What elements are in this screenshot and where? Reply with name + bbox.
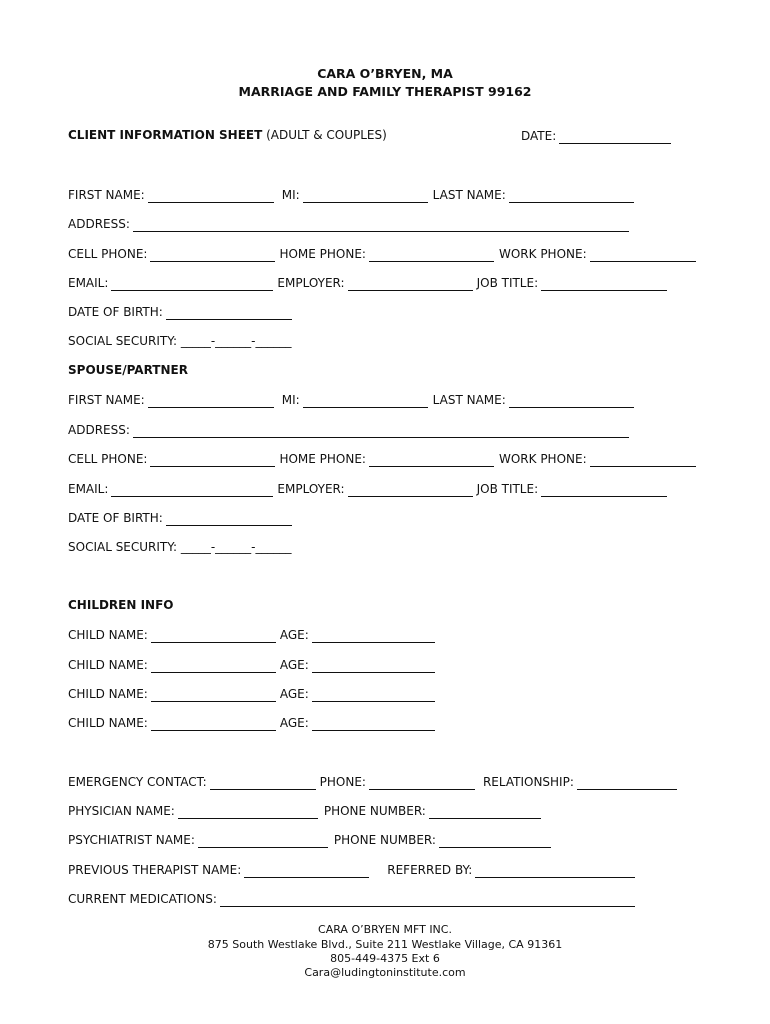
home-phone-line[interactable] <box>369 248 494 262</box>
spouse-phone-row <box>68 449 696 467</box>
work-phone-label: WORK PHONE: <box>498 247 587 261</box>
spouse-home-phone-line[interactable] <box>369 453 494 467</box>
spouse-first-name-line[interactable] <box>148 394 274 408</box>
spouse-home-phone-label: HOME PHONE: <box>279 452 366 466</box>
first-name-label: FIRST NAME: <box>68 188 145 202</box>
email-line[interactable] <box>111 277 273 291</box>
client-dob-row <box>68 302 292 320</box>
address-line[interactable] <box>133 218 629 232</box>
home-phone-label: HOME PHONE: <box>279 247 366 261</box>
child-age-line[interactable] <box>312 688 435 702</box>
child-age-label: AGE: <box>279 658 309 672</box>
child-name-line[interactable] <box>151 688 276 702</box>
child-age-label: AGE: <box>279 628 309 642</box>
child-age-label: AGE: <box>279 716 309 730</box>
physician-phone-label: PHONE NUMBER: <box>323 804 426 818</box>
emergency-phone-line[interactable] <box>369 776 475 790</box>
psychiatrist-phone-line[interactable] <box>439 834 551 848</box>
previous-therapist-line[interactable] <box>244 864 369 878</box>
psychiatrist-row <box>68 830 551 848</box>
child-row <box>68 713 435 731</box>
emergency-phone-label: PHONE: <box>319 775 366 789</box>
child-age-label: AGE: <box>279 687 309 701</box>
child-age-line[interactable] <box>312 717 435 731</box>
medications-line[interactable] <box>220 893 635 907</box>
physician-name-label: PHYSICIAN NAME: <box>68 804 175 818</box>
email-label: EMAIL: <box>68 276 109 290</box>
spouse-work-phone-label: WORK PHONE: <box>498 452 587 466</box>
relationship-label: RELATIONSHIP: <box>482 775 574 789</box>
client-email-row <box>68 273 667 291</box>
form-title-rest: (ADULT & COUPLES) <box>262 128 387 142</box>
emergency-contact-line[interactable] <box>210 776 316 790</box>
spouse-heading: SPOUSE/PARTNER <box>68 363 188 377</box>
spouse-email-label: EMAIL: <box>68 482 109 496</box>
spouse-job-title-line[interactable] <box>541 483 667 497</box>
ssn-label[interactable]: SOCIAL SECURITY: _____-______-______ <box>68 334 292 348</box>
date-line[interactable] <box>559 130 671 144</box>
spouse-address-label: ADDRESS: <box>68 423 130 437</box>
client-address-row <box>68 214 629 232</box>
referred-by-label: REFERRED BY: <box>387 863 473 877</box>
date-field[interactable] <box>521 126 671 144</box>
address-label: ADDRESS: <box>68 217 130 231</box>
child-row <box>68 655 435 673</box>
client-ssn-row[interactable] <box>68 331 292 349</box>
spouse-work-phone-line[interactable] <box>590 453 696 467</box>
work-phone-line[interactable] <box>590 248 696 262</box>
psychiatrist-phone-label: PHONE NUMBER: <box>333 833 436 847</box>
spouse-employer-label: EMPLOYER: <box>277 482 345 496</box>
therapist-name: CARA O’BRYEN, MA <box>317 66 453 81</box>
medications-label: CURRENT MEDICATIONS: <box>68 892 217 906</box>
psychiatrist-name-line[interactable] <box>198 834 328 848</box>
child-name-line[interactable] <box>151 629 276 643</box>
spouse-mi-line[interactable] <box>303 394 428 408</box>
child-name-label: CHILD NAME: <box>68 628 148 642</box>
form-title-bold: CLIENT INFORMATION SHEET <box>68 128 263 142</box>
physician-name-line[interactable] <box>178 805 318 819</box>
physician-row <box>68 801 541 819</box>
child-name-line[interactable] <box>151 717 276 731</box>
spouse-email-line[interactable] <box>111 483 273 497</box>
footer-phone: 805-449-4375 Ext 6 <box>330 952 440 965</box>
spouse-cell-phone-line[interactable] <box>150 453 275 467</box>
job-title-label: JOB TITLE: <box>476 276 539 290</box>
psychiatrist-name-label: PSYCHIATRIST NAME: <box>68 833 195 847</box>
spouse-last-name-line[interactable] <box>509 394 634 408</box>
emergency-row <box>68 772 677 790</box>
cell-phone-label: CELL PHONE: <box>68 247 148 261</box>
form-title <box>68 127 387 143</box>
employer-label: EMPLOYER: <box>277 276 345 290</box>
first-name-line[interactable] <box>148 189 274 203</box>
spouse-mi-label: MI: <box>281 393 300 407</box>
mi-line[interactable] <box>303 189 428 203</box>
footer-email[interactable]: Cara@ludingtoninstitute.com <box>304 966 466 979</box>
physician-phone-line[interactable] <box>429 805 541 819</box>
job-title-line[interactable] <box>541 277 667 291</box>
previous-therapist-row <box>68 860 635 878</box>
spouse-dob-label: DATE OF BIRTH: <box>68 511 163 525</box>
spouse-address-row <box>68 420 629 438</box>
child-row <box>68 684 435 702</box>
previous-therapist-label: PREVIOUS THERAPIST NAME: <box>68 863 242 877</box>
spouse-employer-line[interactable] <box>348 483 473 497</box>
date-label: DATE: <box>521 129 557 143</box>
spouse-email-row <box>68 479 667 497</box>
mi-label: MI: <box>281 188 300 202</box>
child-age-line[interactable] <box>312 659 435 673</box>
spouse-cell-phone-label: CELL PHONE: <box>68 452 148 466</box>
spouse-ssn-row[interactable] <box>68 537 292 555</box>
spouse-job-title-label: JOB TITLE: <box>476 482 539 496</box>
dob-label: DATE OF BIRTH: <box>68 305 163 319</box>
spouse-dob-line[interactable] <box>166 512 292 526</box>
last-name-line[interactable] <box>509 189 634 203</box>
therapist-title: MARRIAGE AND FAMILY THERAPIST 99162 <box>238 84 532 99</box>
employer-line[interactable] <box>348 277 473 291</box>
relationship-line[interactable] <box>577 776 677 790</box>
spouse-first-name-label: FIRST NAME: <box>68 393 145 407</box>
client-name-row <box>68 185 634 203</box>
child-age-line[interactable] <box>312 629 435 643</box>
client-phone-row <box>68 244 696 262</box>
medications-row <box>68 889 635 907</box>
dob-line[interactable] <box>166 306 292 320</box>
spouse-ssn-label[interactable]: SOCIAL SECURITY: _____-______-______ <box>68 540 292 554</box>
footer-company: CARA O’BRYEN MFT INC. <box>318 923 452 936</box>
cell-phone-line[interactable] <box>150 248 275 262</box>
child-name-label: CHILD NAME: <box>68 687 148 701</box>
children-heading: CHILDREN INFO <box>68 598 174 612</box>
spouse-name-row <box>68 390 634 408</box>
child-name-label: CHILD NAME: <box>68 716 148 730</box>
child-row <box>68 625 435 643</box>
spouse-address-line[interactable] <box>133 424 629 438</box>
child-name-label: CHILD NAME: <box>68 658 148 672</box>
spouse-last-name-label: LAST NAME: <box>432 393 506 407</box>
emergency-contact-label: EMERGENCY CONTACT: <box>68 775 207 789</box>
last-name-label: LAST NAME: <box>432 188 506 202</box>
child-name-line[interactable] <box>151 659 276 673</box>
spouse-dob-row <box>68 508 292 526</box>
footer-address: 875 South Westlake Blvd., Suite 211 Westlake Village, CA 91361 <box>207 938 563 951</box>
referred-by-line[interactable] <box>475 864 635 878</box>
